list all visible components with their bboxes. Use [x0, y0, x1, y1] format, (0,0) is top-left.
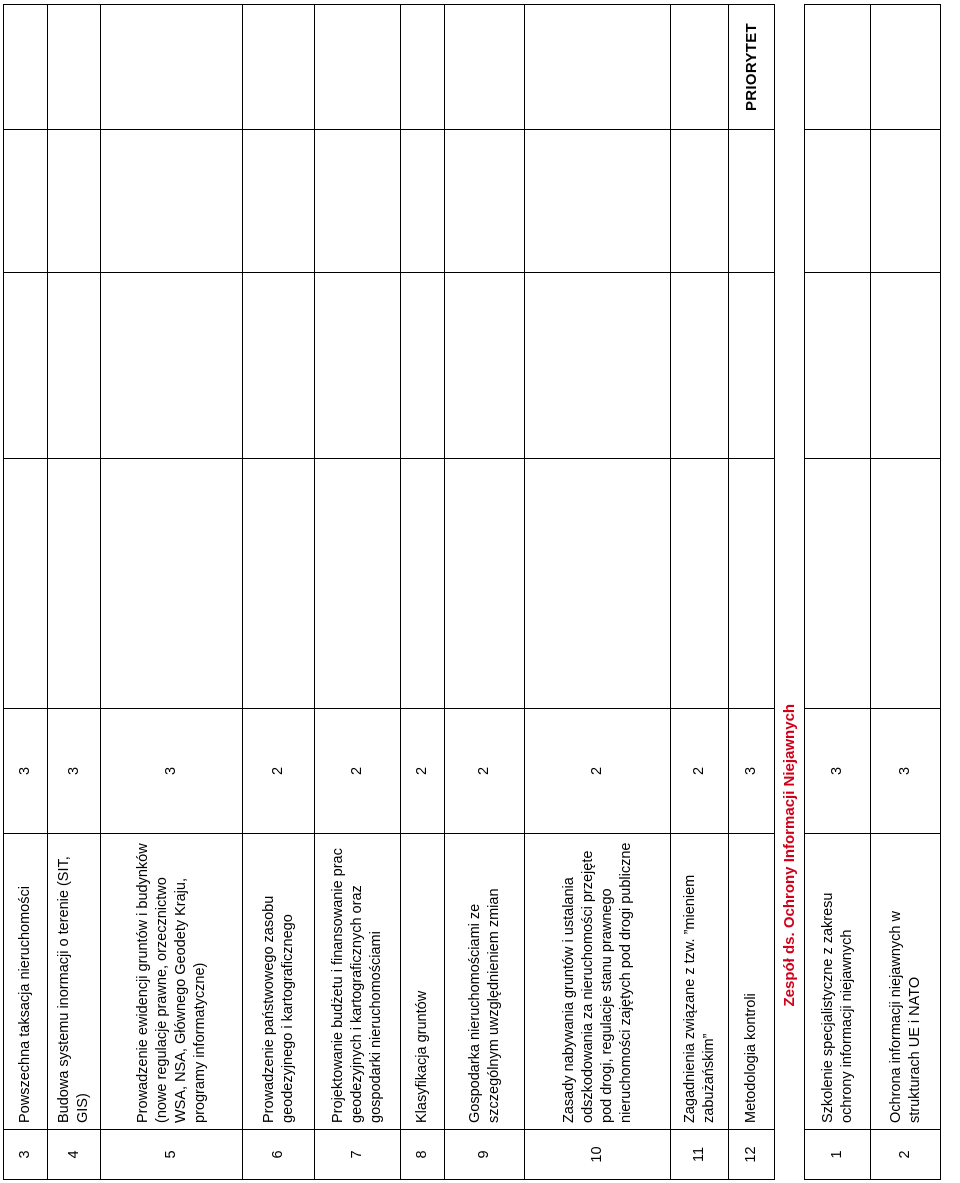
row-number: 1 [805, 1130, 871, 1180]
row-hours: 3 [729, 709, 775, 834]
table-row [805, 5, 871, 1180]
row-hours: 2 [315, 709, 401, 834]
row-number: 8 [401, 1130, 445, 1180]
empty-cell [525, 273, 671, 459]
empty-cell [805, 273, 871, 459]
empty-cell [729, 459, 775, 709]
table-row [671, 5, 729, 1180]
row-number: 3 [4, 1130, 48, 1180]
row-topic: Prowadzenie państwowego zasobu geodezyjnego i kartograficznego [243, 834, 315, 1130]
table-row [401, 5, 445, 1180]
row-hours: 3 [48, 709, 101, 834]
empty-cell [4, 130, 48, 273]
priority-label: PRIORYTET [729, 5, 775, 130]
empty-cell [101, 130, 243, 273]
row-number: 5 [101, 1130, 243, 1180]
empty-cell [4, 5, 48, 130]
empty-cell [401, 5, 445, 130]
row-hours: 2 [243, 709, 315, 834]
row-topic: Klasyfikacja gruntów [401, 834, 445, 1130]
table-row [525, 5, 671, 1180]
row-topic: Zagadnienia związane z tzw. ”mieniem zabużańskim” [671, 834, 729, 1130]
row-hours: 2 [401, 709, 445, 834]
empty-cell [871, 459, 941, 709]
empty-cell [729, 130, 775, 273]
empty-cell [871, 5, 941, 130]
row-topic: Ochrona informacji niejawnych w strukturach UE i NATO [871, 834, 941, 1130]
row-topic: Projektowanie budżetu i finansowanie prac geodezyjnych i kartograficznych oraz gospodarki nieruchomościami [315, 834, 401, 1130]
empty-cell [871, 273, 941, 459]
empty-cell [671, 459, 729, 709]
row-number: 6 [243, 1130, 315, 1180]
table-row [4, 5, 48, 1180]
empty-cell [315, 459, 401, 709]
row-number: 10 [525, 1130, 671, 1180]
empty-cell [243, 459, 315, 709]
empty-cell [525, 5, 671, 130]
empty-cell [445, 5, 525, 130]
row-topic: Gospodarka nieruchomościami ze szczególnym uwzględnieniem zmian [445, 834, 525, 1130]
empty-cell [525, 130, 671, 273]
empty-cell [729, 273, 775, 459]
row-hours: 2 [445, 709, 525, 834]
empty-cell [315, 5, 401, 130]
row-topic: Prowadzenie ewidencji gruntów i budynków (nowe regulacje prawne, orzecznictwo WSA, NSA, Głównego Geodety Kraju, programy informatyczne) [101, 834, 243, 1130]
table-row [243, 5, 315, 1180]
row-hours: 3 [101, 709, 243, 834]
table-row [101, 5, 243, 1180]
empty-cell [671, 5, 729, 130]
row-hours: 3 [871, 709, 941, 834]
table-row [315, 5, 401, 1180]
empty-cell [805, 459, 871, 709]
table-row [445, 5, 525, 1180]
empty-cell [401, 130, 445, 273]
empty-cell [315, 273, 401, 459]
table-row [729, 5, 775, 1180]
empty-cell [671, 273, 729, 459]
row-number: 7 [315, 1130, 401, 1180]
empty-cell [48, 273, 101, 459]
empty-cell [243, 5, 315, 130]
training-plan-table [3, 4, 941, 1180]
empty-cell [48, 130, 101, 273]
empty-cell [101, 273, 243, 459]
row-hours: 3 [805, 709, 871, 834]
row-number: 4 [48, 1130, 101, 1180]
row-topic: Metodologia kontroli [729, 834, 775, 1130]
empty-cell [445, 130, 525, 273]
empty-cell [671, 130, 729, 273]
row-topic: Szkolenie specjalistyczne z zakresu ochrony informacji niejawnych [805, 834, 871, 1130]
empty-cell [445, 273, 525, 459]
table-row [871, 5, 941, 1180]
row-number: 2 [871, 1130, 941, 1180]
empty-cell [101, 5, 243, 130]
empty-cell [401, 273, 445, 459]
section-header-row [775, 5, 805, 1180]
table-row [48, 5, 101, 1180]
empty-cell [525, 459, 671, 709]
empty-cell [48, 459, 101, 709]
empty-cell [101, 459, 243, 709]
empty-cell [48, 5, 101, 130]
empty-cell [4, 459, 48, 709]
empty-cell [401, 459, 445, 709]
empty-cell [243, 130, 315, 273]
empty-cell [871, 130, 941, 273]
section-title: Zespół ds. Ochrony Informacji Niejawnych [775, 5, 805, 1180]
row-topic: Budowa systemu inormacji o terenie (SIT, GIS) [48, 834, 101, 1130]
empty-cell [315, 130, 401, 273]
row-number: 9 [445, 1130, 525, 1180]
empty-cell [805, 130, 871, 273]
row-topic: Zasady nabywania gruntów i ustalania odszkodowania za nieruchomości przejęte pod drogi, regulacje stanu prawnego nieruchomości zajętych pod drogi publiczne [525, 834, 671, 1130]
row-hours: 2 [671, 709, 729, 834]
empty-cell [445, 459, 525, 709]
row-number: 12 [729, 1130, 775, 1180]
row-number: 11 [671, 1130, 729, 1180]
row-hours: 2 [525, 709, 671, 834]
row-topic: Powszechna taksacja nieruchomości [4, 834, 48, 1130]
row-hours: 3 [4, 709, 48, 834]
empty-cell [4, 273, 48, 459]
empty-cell [805, 5, 871, 130]
empty-cell [243, 273, 315, 459]
